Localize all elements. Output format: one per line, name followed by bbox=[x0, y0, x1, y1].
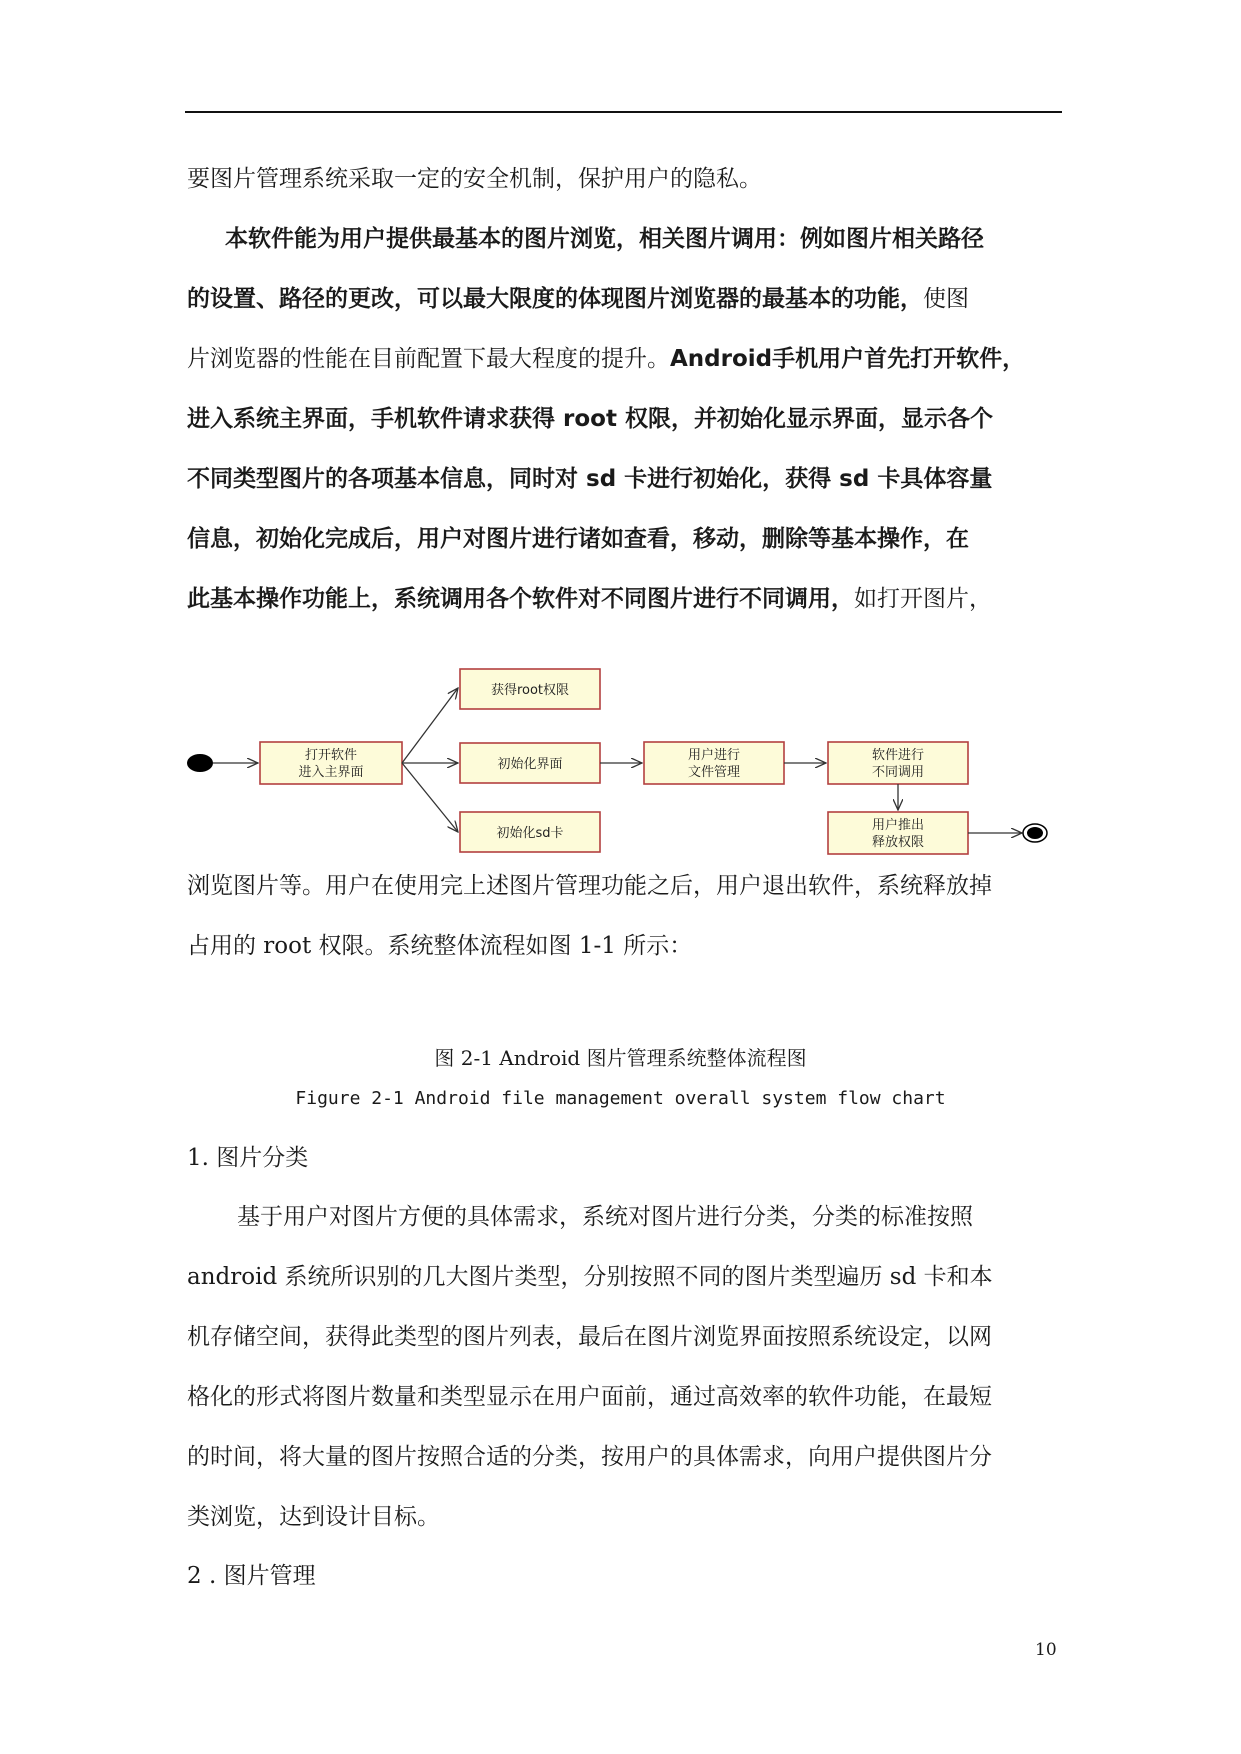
node-label: 用户进行 bbox=[687, 748, 741, 763]
flow-diagram bbox=[180, 655, 1080, 855]
start-node bbox=[187, 754, 213, 772]
node-label: 初始化界面 bbox=[497, 757, 563, 772]
node-label: 释放权限 bbox=[871, 835, 925, 850]
text: 片浏览器的性能在目前配置下最大程度的提升。 bbox=[187, 346, 670, 372]
paragraph-line bbox=[187, 164, 1067, 194]
paragraph-line bbox=[225, 224, 1067, 254]
page-number: 10 bbox=[1035, 1640, 1057, 1660]
text: 不同类型图片的各项基本信息，同时对 sd 卡进行初始化，获得 sd 卡具体容量 bbox=[187, 466, 993, 492]
text: 进入系统主界面，手机软件请求获得 root 权限，并初始化显示界面，显示各个 bbox=[187, 406, 993, 432]
paragraph-line bbox=[237, 1202, 1067, 1232]
text-bold: 的设置、路径的更改，可以最大限度的体现图片浏览器的最基本的功能， bbox=[187, 286, 923, 312]
figure-caption-en: Figure 2-1 Android file management overall system flow chart bbox=[295, 1088, 946, 1109]
paragraph-line bbox=[187, 584, 1067, 614]
paragraph-line bbox=[187, 1322, 1067, 1352]
paragraph-line bbox=[187, 1502, 1067, 1532]
node-software-call bbox=[828, 742, 968, 784]
text: 本软件能为用户提供最基本的图片浏览，相关图片调用：例如图片相关路径 bbox=[225, 226, 984, 252]
flow-arrow bbox=[402, 763, 458, 832]
text: 类浏览，达到设计目标。 bbox=[187, 1504, 440, 1530]
paragraph-line bbox=[187, 524, 1067, 554]
paragraph-line bbox=[187, 871, 1067, 901]
text-bold: 此基本操作功能上，系统调用各个软件对不同图片进行不同调用， bbox=[187, 586, 854, 612]
node-get-root bbox=[460, 669, 600, 709]
end-node bbox=[1023, 824, 1047, 842]
paragraph-line bbox=[187, 931, 1067, 961]
section-heading: 2 . 图片管理 bbox=[187, 1563, 316, 1589]
paragraph-line bbox=[187, 1382, 1067, 1412]
paragraph-line bbox=[187, 464, 1067, 494]
text: 要图片管理系统采取一定的安全机制，保护用户的隐私。 bbox=[187, 166, 762, 192]
paragraph-line bbox=[187, 1442, 1067, 1472]
paragraph-line bbox=[187, 1262, 1067, 1292]
paragraph-line bbox=[187, 284, 1067, 314]
node-file-management bbox=[644, 742, 784, 784]
node-label: 软件进行 bbox=[871, 748, 925, 763]
node-label: 打开软件 bbox=[304, 748, 358, 763]
text: 基于用户对图片方便的具体需求，系统对图片进行分类，分类的标准按照 bbox=[237, 1204, 973, 1230]
text: 占用的 root 权限。系统整体流程如图 1-1 所示： bbox=[187, 933, 693, 959]
node-label: 获得root权限 bbox=[490, 683, 570, 698]
text-bold: Android手机用户首先打开软件， bbox=[670, 346, 1026, 372]
node-init-ui bbox=[460, 743, 600, 783]
node-init-sd bbox=[460, 812, 600, 852]
text: android 系统所识别的几大图片类型，分别按照不同的图片类型遍历 sd 卡和本 bbox=[187, 1264, 993, 1290]
paragraph-line bbox=[187, 344, 1067, 374]
node-label: 进入主界面 bbox=[298, 765, 364, 780]
text: 的时间，将大量的图片按照合适的分类，按用户的具体需求，向用户提供图片分 bbox=[187, 1444, 992, 1470]
text: 机存储空间，获得此类型的图片列表，最后在图片浏览界面按照系统设定，以网 bbox=[187, 1324, 992, 1350]
text: 使图 bbox=[923, 286, 969, 312]
text: 格化的形式将图片数量和类型显示在用户面前，通过高效率的软件功能，在最短 bbox=[187, 1384, 992, 1410]
section-heading: 1. 图片分类 bbox=[187, 1145, 309, 1171]
node-label: 文件管理 bbox=[687, 765, 741, 780]
node-label: 用户推出 bbox=[871, 818, 925, 833]
text: 如打开图片， bbox=[854, 586, 992, 612]
node-label: 初始化sd卡 bbox=[496, 826, 564, 841]
flow-arrow bbox=[402, 688, 458, 763]
node-user-exit bbox=[828, 812, 968, 854]
header-rule bbox=[185, 111, 1062, 113]
figure-caption-cn: 图 2-1 Android 图片管理系统整体流程图 bbox=[434, 1046, 807, 1070]
text: 浏览图片等。用户在使用完上述图片管理功能之后，用户退出软件，系统释放掉 bbox=[187, 873, 992, 899]
node-open-software bbox=[260, 742, 402, 784]
text: 信息，初始化完成后，用户对图片进行诸如查看，移动，删除等基本操作，在 bbox=[187, 526, 969, 552]
node-label: 不同调用 bbox=[871, 765, 925, 780]
paragraph-line bbox=[187, 404, 1067, 434]
